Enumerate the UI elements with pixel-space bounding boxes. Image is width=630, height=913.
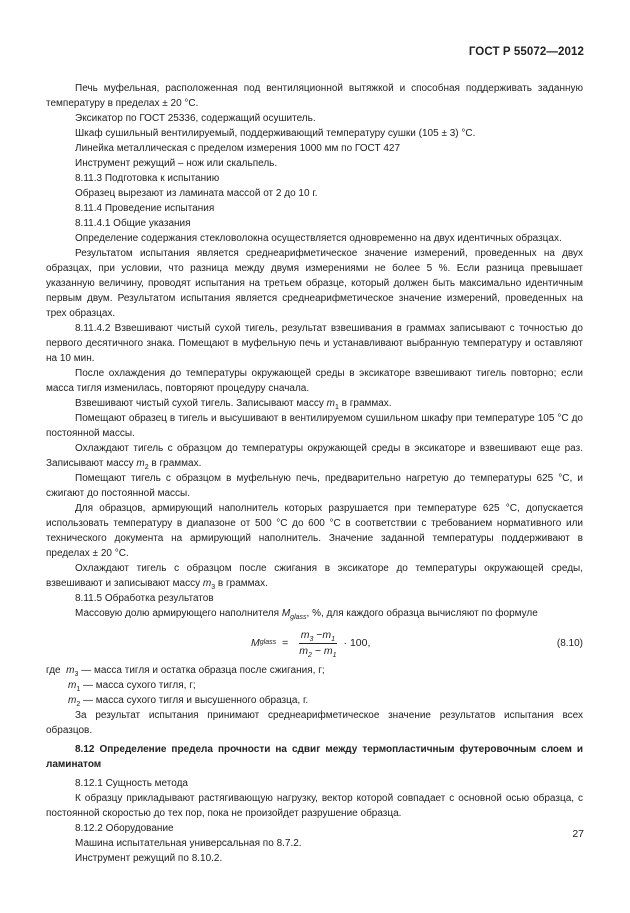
fraction bbox=[297, 629, 338, 658]
text: Охлаждают тигель с образцом до температуры окружающей среды в эксикаторе и взвешивают еще раз. Записывают массу bbox=[46, 443, 583, 469]
subscript: 3 bbox=[74, 671, 79, 678]
subscript: 1 bbox=[334, 404, 339, 411]
legend-text: — масса тигля и остатка образца после сжигания, г; bbox=[78, 665, 325, 676]
paragraph: Машина испытательная универсальная по 8.7.2. bbox=[75, 838, 302, 849]
multiplier: · 100, bbox=[343, 636, 371, 649]
paragraph bbox=[46, 441, 583, 471]
section-heading-8-11-4-1: 8.11.4.1 Общие указания bbox=[75, 218, 191, 229]
paragraph: Помещают образец в тигель и высушивают в вентилируемом сушильном шкафу при температуре 105 °С до постоянной массы. bbox=[46, 413, 583, 439]
symbol-m: m bbox=[136, 458, 145, 469]
symbol-m: m bbox=[66, 665, 75, 676]
paragraph: Эксикатор по ГОСТ 25336, содержащий осушитель. bbox=[75, 113, 316, 124]
symbol-m: m bbox=[300, 628, 310, 641]
symbol-m: m bbox=[323, 644, 333, 657]
subscript: 2 bbox=[307, 651, 312, 659]
denominator bbox=[297, 644, 338, 658]
text: в граммах. bbox=[215, 578, 268, 589]
subscript: 2 bbox=[144, 464, 149, 471]
paragraph bbox=[46, 606, 583, 621]
symbol-m: m bbox=[68, 680, 77, 691]
paragraph: Инструмент режущий по 8.10.2. bbox=[75, 853, 223, 864]
paragraph: Инструмент режущий – нож или скальпель. bbox=[75, 158, 278, 169]
paragraph: Помещают тигель с образцом в муфельную печь, предварительно нагретую до температуры 625 °С, и сжигают до постоянной массы. bbox=[46, 473, 583, 499]
symbol-m: m bbox=[322, 628, 332, 641]
text: в граммах. bbox=[148, 458, 202, 469]
section-heading-8-12: 8.12 Определение предела прочности на сдвиг между термопластичным футеровочным слоем и ламинатом bbox=[46, 744, 583, 770]
subscript: 1 bbox=[332, 651, 337, 659]
minus-sign: − bbox=[316, 628, 323, 641]
page-body bbox=[46, 81, 583, 866]
subscript: 3 bbox=[309, 635, 314, 643]
section-heading-8-11-4: 8.11.4 Проведение испытания bbox=[75, 203, 215, 214]
text: Охлаждают тигель с образцом после сжигания в эксикаторе до температуры окружающей среды, взвешивают и записывают массу bbox=[46, 563, 583, 589]
subscript: 3 bbox=[211, 584, 216, 591]
paragraph: Для образцов, армирующий наполнитель которых разрушается при температуре 625 °С, допускается использовать температуру в диапазоне от 500 °С до 600 °С в соответствии с требованием нормативного или технического документа на армирующий наполнитель. Значение заданной температуры поддерживают в пределах ± 20 °С. bbox=[46, 503, 583, 559]
symbol-m: m bbox=[299, 644, 308, 657]
text: Взвешивают чистый сухой тигель. Записывают массу bbox=[75, 398, 327, 409]
symbol-M: M bbox=[251, 636, 260, 649]
symbol-m: m bbox=[68, 695, 77, 706]
equation-number: (8.10) bbox=[556, 638, 583, 649]
paragraph: К образцу прикладывают растягивающую нагрузку, вектор которой совпадает с основной осью образца, с постоянной скоростью до тех пор, пока не произойдет разрушение образца. bbox=[46, 793, 583, 819]
symbol-m: m bbox=[326, 398, 335, 409]
subscript: glass bbox=[290, 614, 307, 621]
text: , %, для каждого образца вычисляют по формуле bbox=[306, 608, 538, 619]
paragraph: 8.11.4.2 Взвешивают чистый сухой тигель, результат взвешивания в граммах записывают с точностью до первого десятичного знака. Помещают в муфельную печь и устанавливают выбранную температуру и оставляют на 10 мин. bbox=[46, 323, 583, 364]
legend-line bbox=[46, 663, 583, 678]
section-heading-8-11-3: 8.11.3 Подготовка к испытанию bbox=[75, 173, 220, 184]
section-heading-8-11-5: 8.11.5 Обработка результатов bbox=[75, 593, 214, 604]
legend-text: — масса сухого тигля, г; bbox=[80, 680, 196, 691]
legend-text: — масса сухого тигля и высушенного образца, г. bbox=[80, 695, 309, 706]
where-label: где bbox=[46, 665, 61, 676]
symbol-m: m bbox=[202, 578, 212, 589]
paragraph: Линейка металлическая с пределом измерения 1000 мм по ГОСТ 427 bbox=[75, 143, 401, 154]
subscript: 2 bbox=[76, 701, 81, 708]
document-header: ГОСТ Р 55072—2012 bbox=[468, 46, 584, 58]
paragraph: За результат испытания принимают среднеарифметическое значение результатов испытания всех образцов. bbox=[46, 710, 583, 736]
paragraph bbox=[46, 561, 583, 591]
section-heading-8-12-1: 8.12.1 Сущность метода bbox=[75, 778, 188, 789]
legend-line bbox=[46, 678, 583, 693]
equals-sign: = bbox=[282, 636, 289, 649]
symbol-M: M bbox=[281, 608, 291, 619]
page-number: 27 bbox=[572, 828, 584, 840]
subscript: 1 bbox=[331, 635, 336, 643]
formula-8-10 bbox=[46, 627, 583, 659]
numerator bbox=[299, 629, 337, 644]
paragraph: Печь муфельная, расположенная под вентиляционной вытяжкой и способная поддерживать заданную температуру в пределах ± 20 °С. bbox=[46, 83, 583, 109]
subscript: 1 bbox=[76, 686, 81, 693]
paragraph bbox=[46, 396, 583, 411]
paragraph: Определение содержания стекловолокна осуществляется одновременно на двух идентичных образцах. bbox=[75, 233, 562, 244]
minus-sign: − bbox=[314, 644, 321, 657]
formula-body: M glass = $\frac{m_3 -m_1}{m_2 - m_1}$ · 100, bbox=[251, 628, 371, 659]
text: в граммах. bbox=[338, 398, 392, 409]
paragraph: Результатом испытания является среднеарифметическое значение измерений, проведенных на двух образцах, при условии, что разница между двумя измерениями не более 5 %. Если разница превышает указанную величину, проводят испытания на третьем образце, который должен быть максимально идентичным первым двум. Результатом испытания является среднеарифметическое значение измерений, проведенных на трех образцах. bbox=[46, 248, 583, 319]
section-heading-8-12-2: 8.12.2 Оборудование bbox=[75, 823, 174, 834]
paragraph: Образец вырезают из ламината массой от 2 до 10 г. bbox=[75, 188, 318, 199]
legend-line bbox=[46, 693, 583, 708]
text: Массовую долю армирующего наполнителя bbox=[75, 608, 282, 619]
paragraph: Шкаф сушильный вентилируемый, поддерживающий температуру сушки (105 ± 3) °С. bbox=[75, 128, 476, 139]
paragraph: После охлаждения до температуры окружающей среды в эксикаторе взвешивают тигель повторно; если масса тигля изменилась, повторяют процедуру сначала. bbox=[46, 368, 583, 394]
